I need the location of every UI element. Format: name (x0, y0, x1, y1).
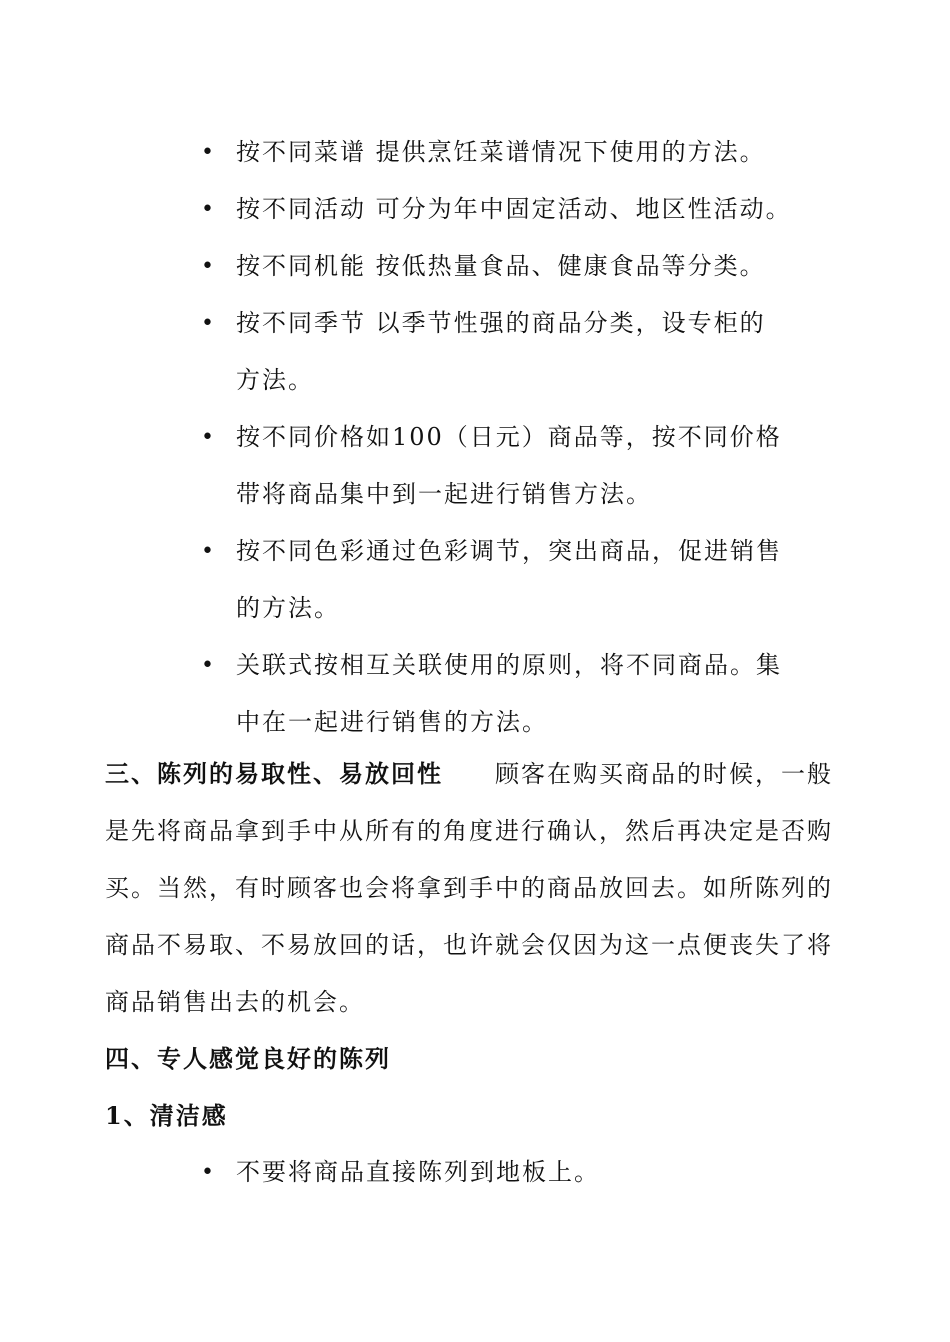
section-accessibility (105, 745, 850, 1031)
list-item (196, 1144, 836, 1201)
item-text: 通过色彩调节，突出商品，促进销售 (366, 537, 782, 565)
bullet-icon: • (201, 140, 216, 165)
bullet-icon: • (201, 1160, 216, 1185)
item-continuation: 方法。 (236, 366, 314, 394)
item-title: 按不同季节 (236, 309, 366, 337)
bullet-icon: • (201, 197, 216, 222)
list-item (196, 637, 836, 751)
item-text: 如100（日元）商品等，按不同价格 (366, 423, 782, 451)
item-title: 按不同价格 (236, 423, 366, 451)
section-heading: 三、陈列的易取性、易放回性 (105, 759, 443, 788)
item-text: 可分为年中固定活动、地区性活动。 (366, 195, 792, 223)
item-title: 按不同色彩 (236, 537, 366, 565)
item-title: 关联式 (236, 651, 314, 679)
list-item (196, 238, 836, 295)
list-item (196, 181, 836, 238)
subsection-heading-cleanliness: 1、清洁感 (105, 1101, 228, 1130)
item-text: 提供烹饪菜谱情况下使用的方法。 (366, 138, 766, 166)
bullet-icon: • (201, 311, 216, 336)
item-continuation: 带将商品集中到一起进行销售方法。 (236, 480, 652, 508)
section-body: 顾客在购买商品的时候，一般是先将商品拿到手中从所有的角度进行确认，然后再决定是否购买。当然，有时顾客也会将拿到手中的商品放回去。如所陈列的商品不易取、不易放回的话，也许就会仅因为这一点便丧失了将商品销售出去的机会。 (105, 760, 833, 1016)
list-item (196, 523, 836, 637)
cleanliness-list (196, 1144, 836, 1201)
item-text: 不要将商品直接陈列到地板上。 (236, 1158, 600, 1186)
list-item (196, 124, 836, 181)
item-text: 按相互关联使用的原则，将不同商品。集 (314, 651, 782, 679)
bullet-icon: • (201, 653, 216, 678)
item-text: 以季节性强的商品分类，设专柜的 (366, 309, 766, 337)
bullet-icon: • (201, 254, 216, 279)
item-title: 按不同活动 (236, 195, 366, 223)
section-heading-pleasant-display: 四、专人感觉良好的陈列 (105, 1044, 391, 1073)
list-item (196, 409, 836, 523)
item-title: 按不同菜谱 (236, 138, 366, 166)
item-title: 按不同机能 (236, 252, 366, 280)
display-method-list (196, 124, 836, 751)
list-item (196, 295, 836, 409)
bullet-icon: • (201, 425, 216, 450)
item-text: 按低热量食品、健康食品等分类。 (366, 252, 766, 280)
bullet-icon: • (201, 539, 216, 564)
item-continuation: 的方法。 (236, 594, 340, 622)
item-continuation: 中在一起进行销售的方法。 (236, 708, 548, 736)
